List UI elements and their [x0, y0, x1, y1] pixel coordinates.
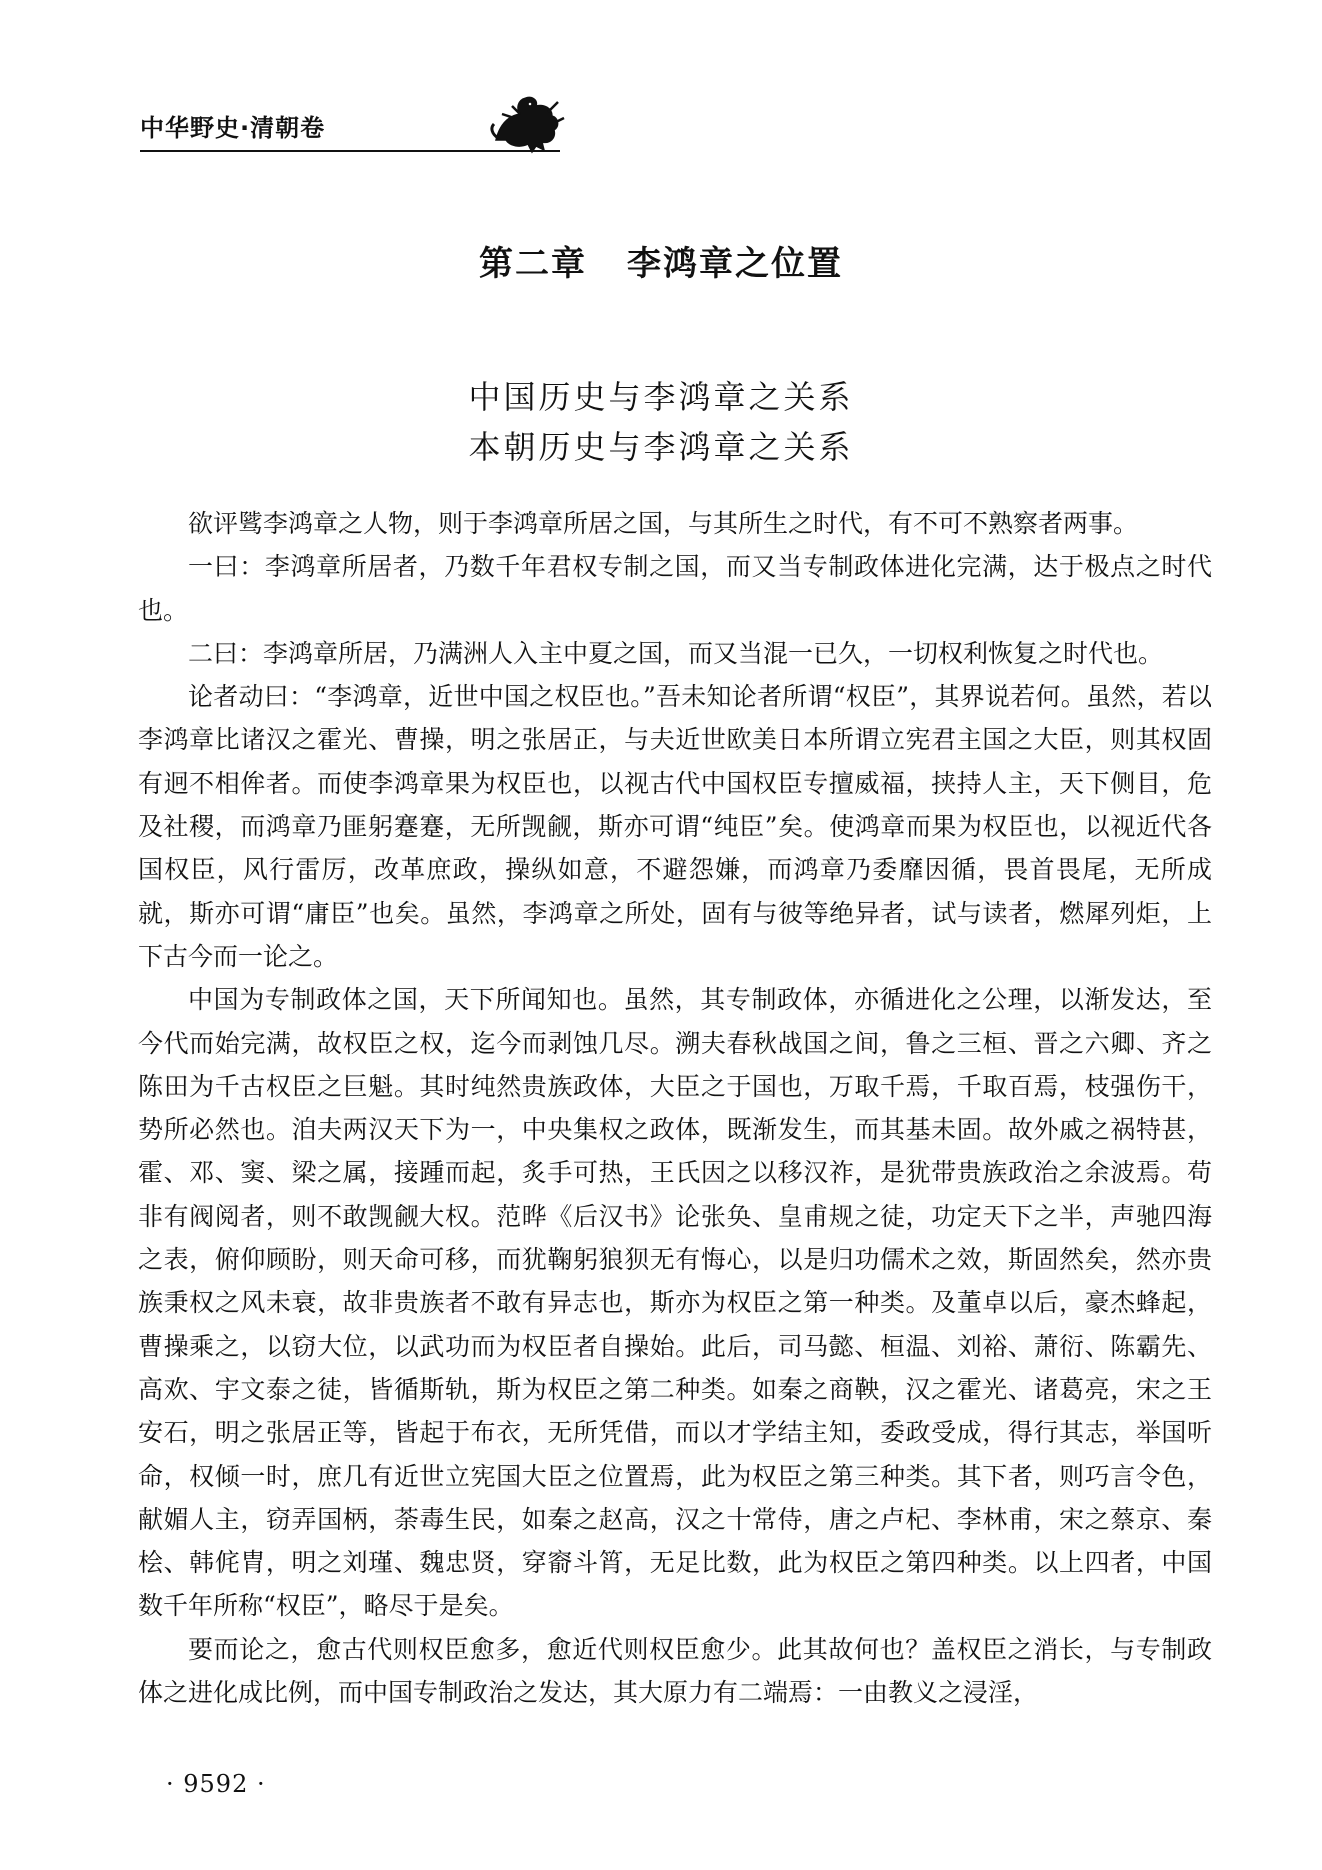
paragraph: 欲评骘李鸿章之人物，则于李鸿章所居之国，与其所生之时代，有不可不熟察者两事。	[188, 509, 1139, 538]
section-subtitles	[0, 372, 1322, 472]
body-text	[138, 502, 1212, 1714]
subtitle-line: 中国历史与李鸿章之关系	[468, 378, 854, 416]
chapter-number: 第二章	[479, 244, 587, 284]
chapter-title	[0, 236, 1322, 285]
chapter-name: 李鸿章之位置	[627, 244, 843, 284]
paragraph: 论者动曰：“李鸿章，近世中国之权臣也。”吾未知论者所谓“权臣”，其界说若何。虽然，若以李鸿章比诸汉之霍光、曹操，明之张居正，与夫近世欧美日本所谓立宪君主国之大臣，则其权固有迥不相侔者。而使李鸿章果为权臣也，以视古代中国权臣专擅威福，挟持人主，天下侧目，危及社稷，而鸿章乃匪躬蹇蹇，无所觊觎，斯亦可谓“纯臣”矣。使鸿章而果为权臣也，以视近代各国权臣，风行雷厉，改革庶政，操纵如意，不避怨嫌，而鸿章乃委靡因循，畏首畏尾，无所成就，斯亦可谓“庸臣”也矣。虽然，李鸿章之所处，固有与彼等绝异者，试与读者，燃犀列炬，上下古今而一论之。	[138, 682, 1212, 971]
running-head-title: 中华野史·清朝卷	[140, 114, 326, 142]
paragraph: 要而论之，愈古代则权臣愈多，愈近代则权臣愈少。此其故何也？盖权臣之消长，与专制政体之进化成比例，而中国专制政治之发达，其大原力有二端焉：一由教义之浸淫，	[138, 1634, 1212, 1708]
paragraph: 一曰：李鸿章所居者，乃数千年君权专制之国，而又当专制政体进化完满，达于极点之时代也。	[138, 552, 1212, 625]
dragon-ornament-icon	[486, 88, 566, 156]
subtitle-line: 本朝历史与李鸿章之关系	[468, 428, 854, 466]
paragraph: 二曰：李鸿章所居，乃满洲人入主中夏之国，而又当混一已久，一切权利恢复之时代也。	[188, 638, 1164, 668]
paragraph: 中国为专制政体之国，天下所闻知也。虽然，其专制政体，亦循进化之公理，以渐发达，至今代而始完满，故权臣之权，迄今而剥蚀几尽。溯夫春秋战国之间，鲁之三桓、晋之六卿、齐之陈田为千古权臣之巨魁。其时纯然贵族政体，大臣之于国也，万取千焉，千取百焉，枝强伤干，势所必然也。洎夫两汉天下为一，中央集权之政体，既渐发生，而其基未固。故外戚之祸特甚，霍、邓、窦、梁之属，接踵而起，炙手可热，王氏因之以移汉祚，是犹带贵族政治之余波焉。苟非有阀阅者，则不敢觊觎大权。范晔《后汉书》论张奂、皇甫规之徒，功定天下之半，声驰四海之表，俯仰顾盼，则天命可移，而犹鞠躬狼狈无有悔心，以是归功儒术之效，斯固然矣，然亦贵族秉权之风未衰，故非贵族者不敢有异志也，斯亦为权臣之第一种类。及董卓以后，豪杰蜂起，曹操乘之，以窃大位，以武功而为权臣者自操始。此后，司马懿、桓温、刘裕、萧衍、陈霸先、高欢、宇文泰之徒，皆循斯轨，斯为权臣之第二种类。如秦之商鞅，汉之霍光、诸葛亮，宋之王安石，明之张居正等，皆起于布衣，无所凭借，而以才学结主知，委政受成，得行其志，举国听命，权倾一时，庶几有近世立宪国大臣之位置焉，此为权臣之第三种类。其下者，则巧言令色，献媚人主，窃弄国柄，荼毒生民，如秦之赵高，汉之十常侍，唐之卢杞、李林甫，宋之蔡京、秦桧、韩侂胄，明之刘瑾、魏忠贤，穿窬斗筲，无足比数，此为权臣之第四种类。以上四者，中国数千年所称“权臣”，略尽于是矣。	[138, 985, 1212, 1621]
page-number: · 9592 ·	[166, 1770, 266, 1798]
